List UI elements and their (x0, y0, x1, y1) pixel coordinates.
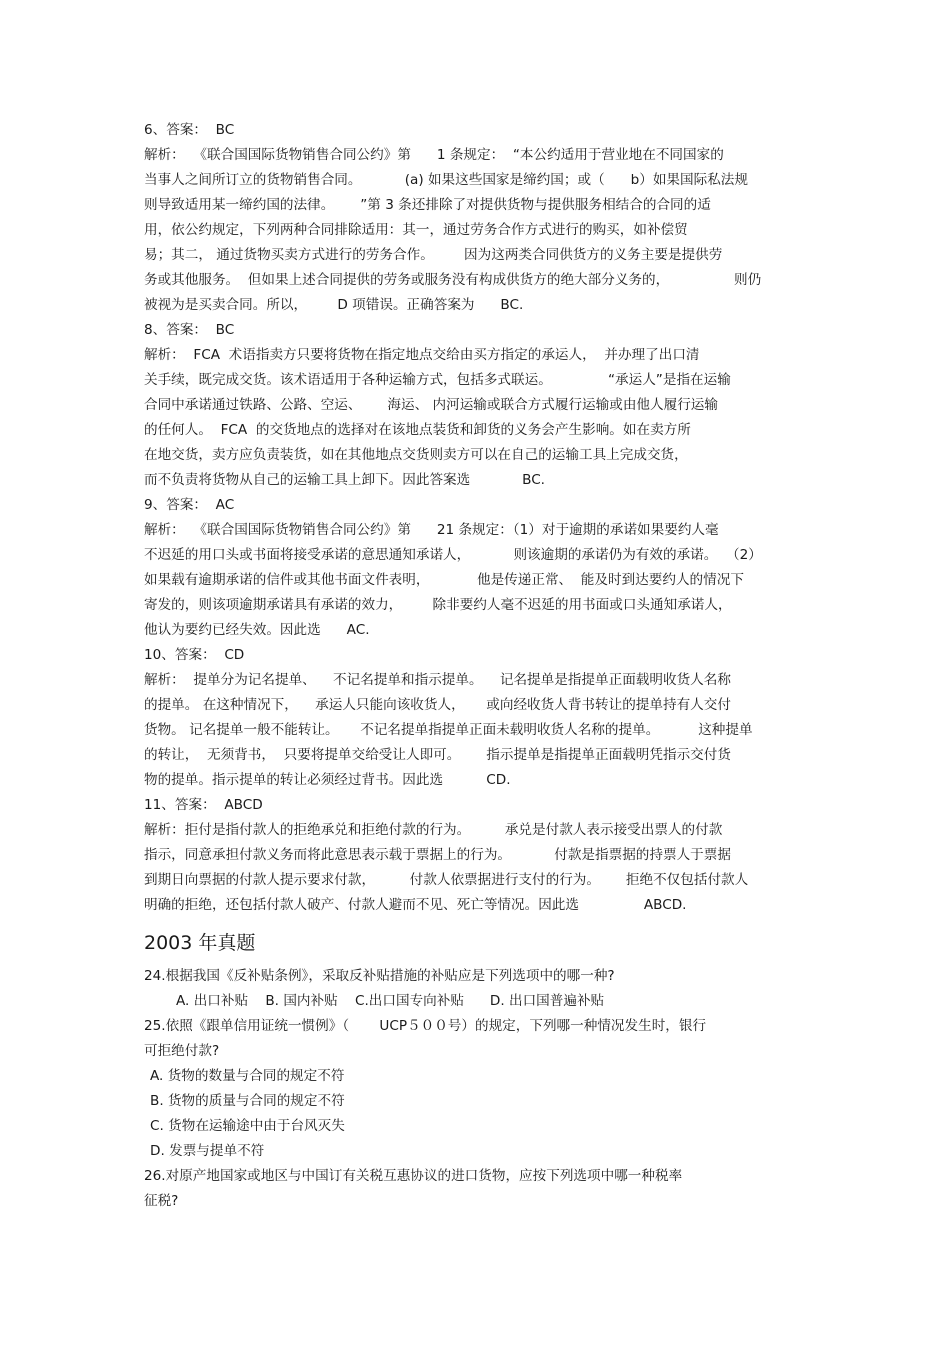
explanation-line: 解析： 《联合国国际货物销售合同公约》第 21 条规定：（1）对于逾期的承诺如果要约人毫 (144, 522, 719, 538)
section-heading: 2003 年真题 (144, 932, 256, 954)
answer-label: 11、答案： ABCD (144, 797, 263, 813)
explanation-line: 关手续，既完成交货。该术语适用于各种运输方式，包括多式联运。 “承运人”是指在运输 (144, 372, 731, 388)
answer-section-9 (144, 493, 824, 643)
document-page (144, 118, 824, 1214)
question-25 (144, 1014, 824, 1164)
answer-label: 8、答案： BC (144, 322, 235, 338)
explanation-line: 合同中承诺通过铁路、公路、空运、 海运、 内河运输或联合方式履行运输或由他人履行运输 (144, 397, 718, 413)
question-text: 25.依照《跟单信用证统一惯例》（ UCP５００号）的规定，下列哪一种情况发生时，银行 (144, 1018, 707, 1034)
question-text: 可拒绝付款? (144, 1043, 220, 1059)
explanation-line: 寄发的，则该项逾期承诺具有承诺的效力， 除非要约人毫不迟延的用书面或口头通知承诺人， (144, 597, 732, 613)
explanation-line: 而不负责将货物从自己的运输工具上卸下。因此答案选 BC. (144, 472, 546, 488)
question-text: 26.对原产地国家或地区与中国订有关税互惠协议的进口货物，应按下列选项中哪一种税率 (144, 1168, 683, 1184)
explanation-line: 的转让， 无须背书， 只要将提单交给受让人即可。 指示提单是指提单正面载明凭指示交付货 (144, 747, 731, 763)
question-text: 征税? (144, 1193, 179, 1209)
explanation-line: 他认为要约已经失效。因此选 AC. (144, 622, 370, 638)
answer-section-6 (144, 118, 824, 318)
explanation-line: 物的提单。指示提单的转让必须经过背书。因此选 CD. (144, 772, 511, 788)
explanation-line: 当事人之间所订立的货物销售合同。 (a) 如果这些国家是缔约国；或（ b）如果国际私法规 (144, 172, 748, 188)
answer-label: 6、答案： BC (144, 122, 235, 138)
explanation-line: 在地交货，卖方应负责装货，如在其他地点交货则卖方可以在自己的运输工具上完成交货， (144, 447, 688, 463)
question-24 (144, 964, 824, 1014)
explanation-line: 指示，同意承担付款义务而将此意思表示载于票据上的行为。 付款是指票据的持票人于票据 (144, 847, 731, 863)
explanation-line: 解析： 提单分为记名提单、 不记名提单和指示提单。 记名提单是指提单正面载明收货人名称 (144, 672, 731, 688)
explanation-line: 解析： 《联合国国际货物销售合同公约》第 1 条规定： “本公约适用于营业地在不同国家的 (144, 147, 724, 163)
question-option: B. 货物的质量与合同的规定不符 (150, 1093, 345, 1109)
question-26 (144, 1164, 824, 1214)
answer-section-11 (144, 793, 824, 918)
answer-section-8 (144, 318, 824, 493)
answer-label: 9、答案： AC (144, 497, 235, 513)
explanation-line: 的提单。 在这种情况下， 承运人只能向该收货人， 或向经收货人背书转让的提单持有人交付 (144, 697, 731, 713)
explanation-line: 用，依公约规定，下列两种合同排除适用：其一，通过劳务合作方式进行的购买，如补偿贸 (144, 222, 688, 238)
explanation-line: 如果载有逾期承诺的信件或其他书面文件表明， 他是传递正常、 能及时到达要约人的情况下 (144, 572, 744, 588)
question-option: A. 货物的数量与合同的规定不符 (150, 1068, 345, 1084)
explanation-line: 则导致适用某一缔约国的法律。 ”第 3 条还排除了对提供货物与提供服务相结合的合同的适 (144, 197, 711, 213)
question-option: D. 发票与提单不符 (150, 1143, 265, 1159)
explanation-line: 解析：拒付是指付款人的拒绝承兑和拒绝付款的行为。 承兑是付款人表示接受出票人的付款 (144, 822, 723, 838)
question-option: C. 货物在运输途中由于台风灭失 (150, 1118, 345, 1134)
explanation-line: 明确的拒绝，还包括付款人破产、付款人避而不见、死亡等情况。因此选 ABCD. (144, 897, 687, 913)
explanation-line: 被视为是买卖合同。所以， D 项错误。正确答案为 BC. (144, 297, 524, 313)
explanation-line: 务或其他服务。 但如果上述合同提供的劳务或服务没有构成供货方的绝大部分义务的， 则仍 (144, 272, 762, 288)
question-text: 24.根据我国《反补贴条例》，采取反补贴措施的补贴应是下列选项中的哪一种? (144, 968, 615, 984)
answer-section-10 (144, 643, 824, 793)
explanation-line: 的任何人。 FCA 的交货地点的选择对在该地点装货和卸货的义务会产生影响。如在卖方所 (144, 422, 691, 438)
answer-label: 10、答案： CD (144, 647, 245, 663)
explanation-line: 不迟延的用口头或书面将接受承诺的意思通知承诺人， 则该逾期的承诺仍为有效的承诺。 （2） (144, 547, 762, 563)
explanation-line: 解析： FCA 术语指卖方只要将货物在指定地点交给由买方指定的承运人， 并办理了出口清 (144, 347, 700, 363)
explanation-line: 到期日向票据的付款人提示要求付款， 付款人依票据进行支付的行为。 拒绝不仅包括付款人 (144, 872, 749, 888)
explanation-line: 易；其二， 通过货物买卖方式进行的劳务合作。 因为这两类合同供货方的义务主要是提供劳 (144, 247, 723, 263)
question-options: A. 出口补贴 B. 国内补贴 C.出口国专向补贴 D. 出口国普遍补贴 (176, 993, 605, 1009)
explanation-line: 货物。 记名提单一般不能转让。 不记名提单指提单正面未载明收货人名称的提单。 这种提单 (144, 722, 753, 738)
